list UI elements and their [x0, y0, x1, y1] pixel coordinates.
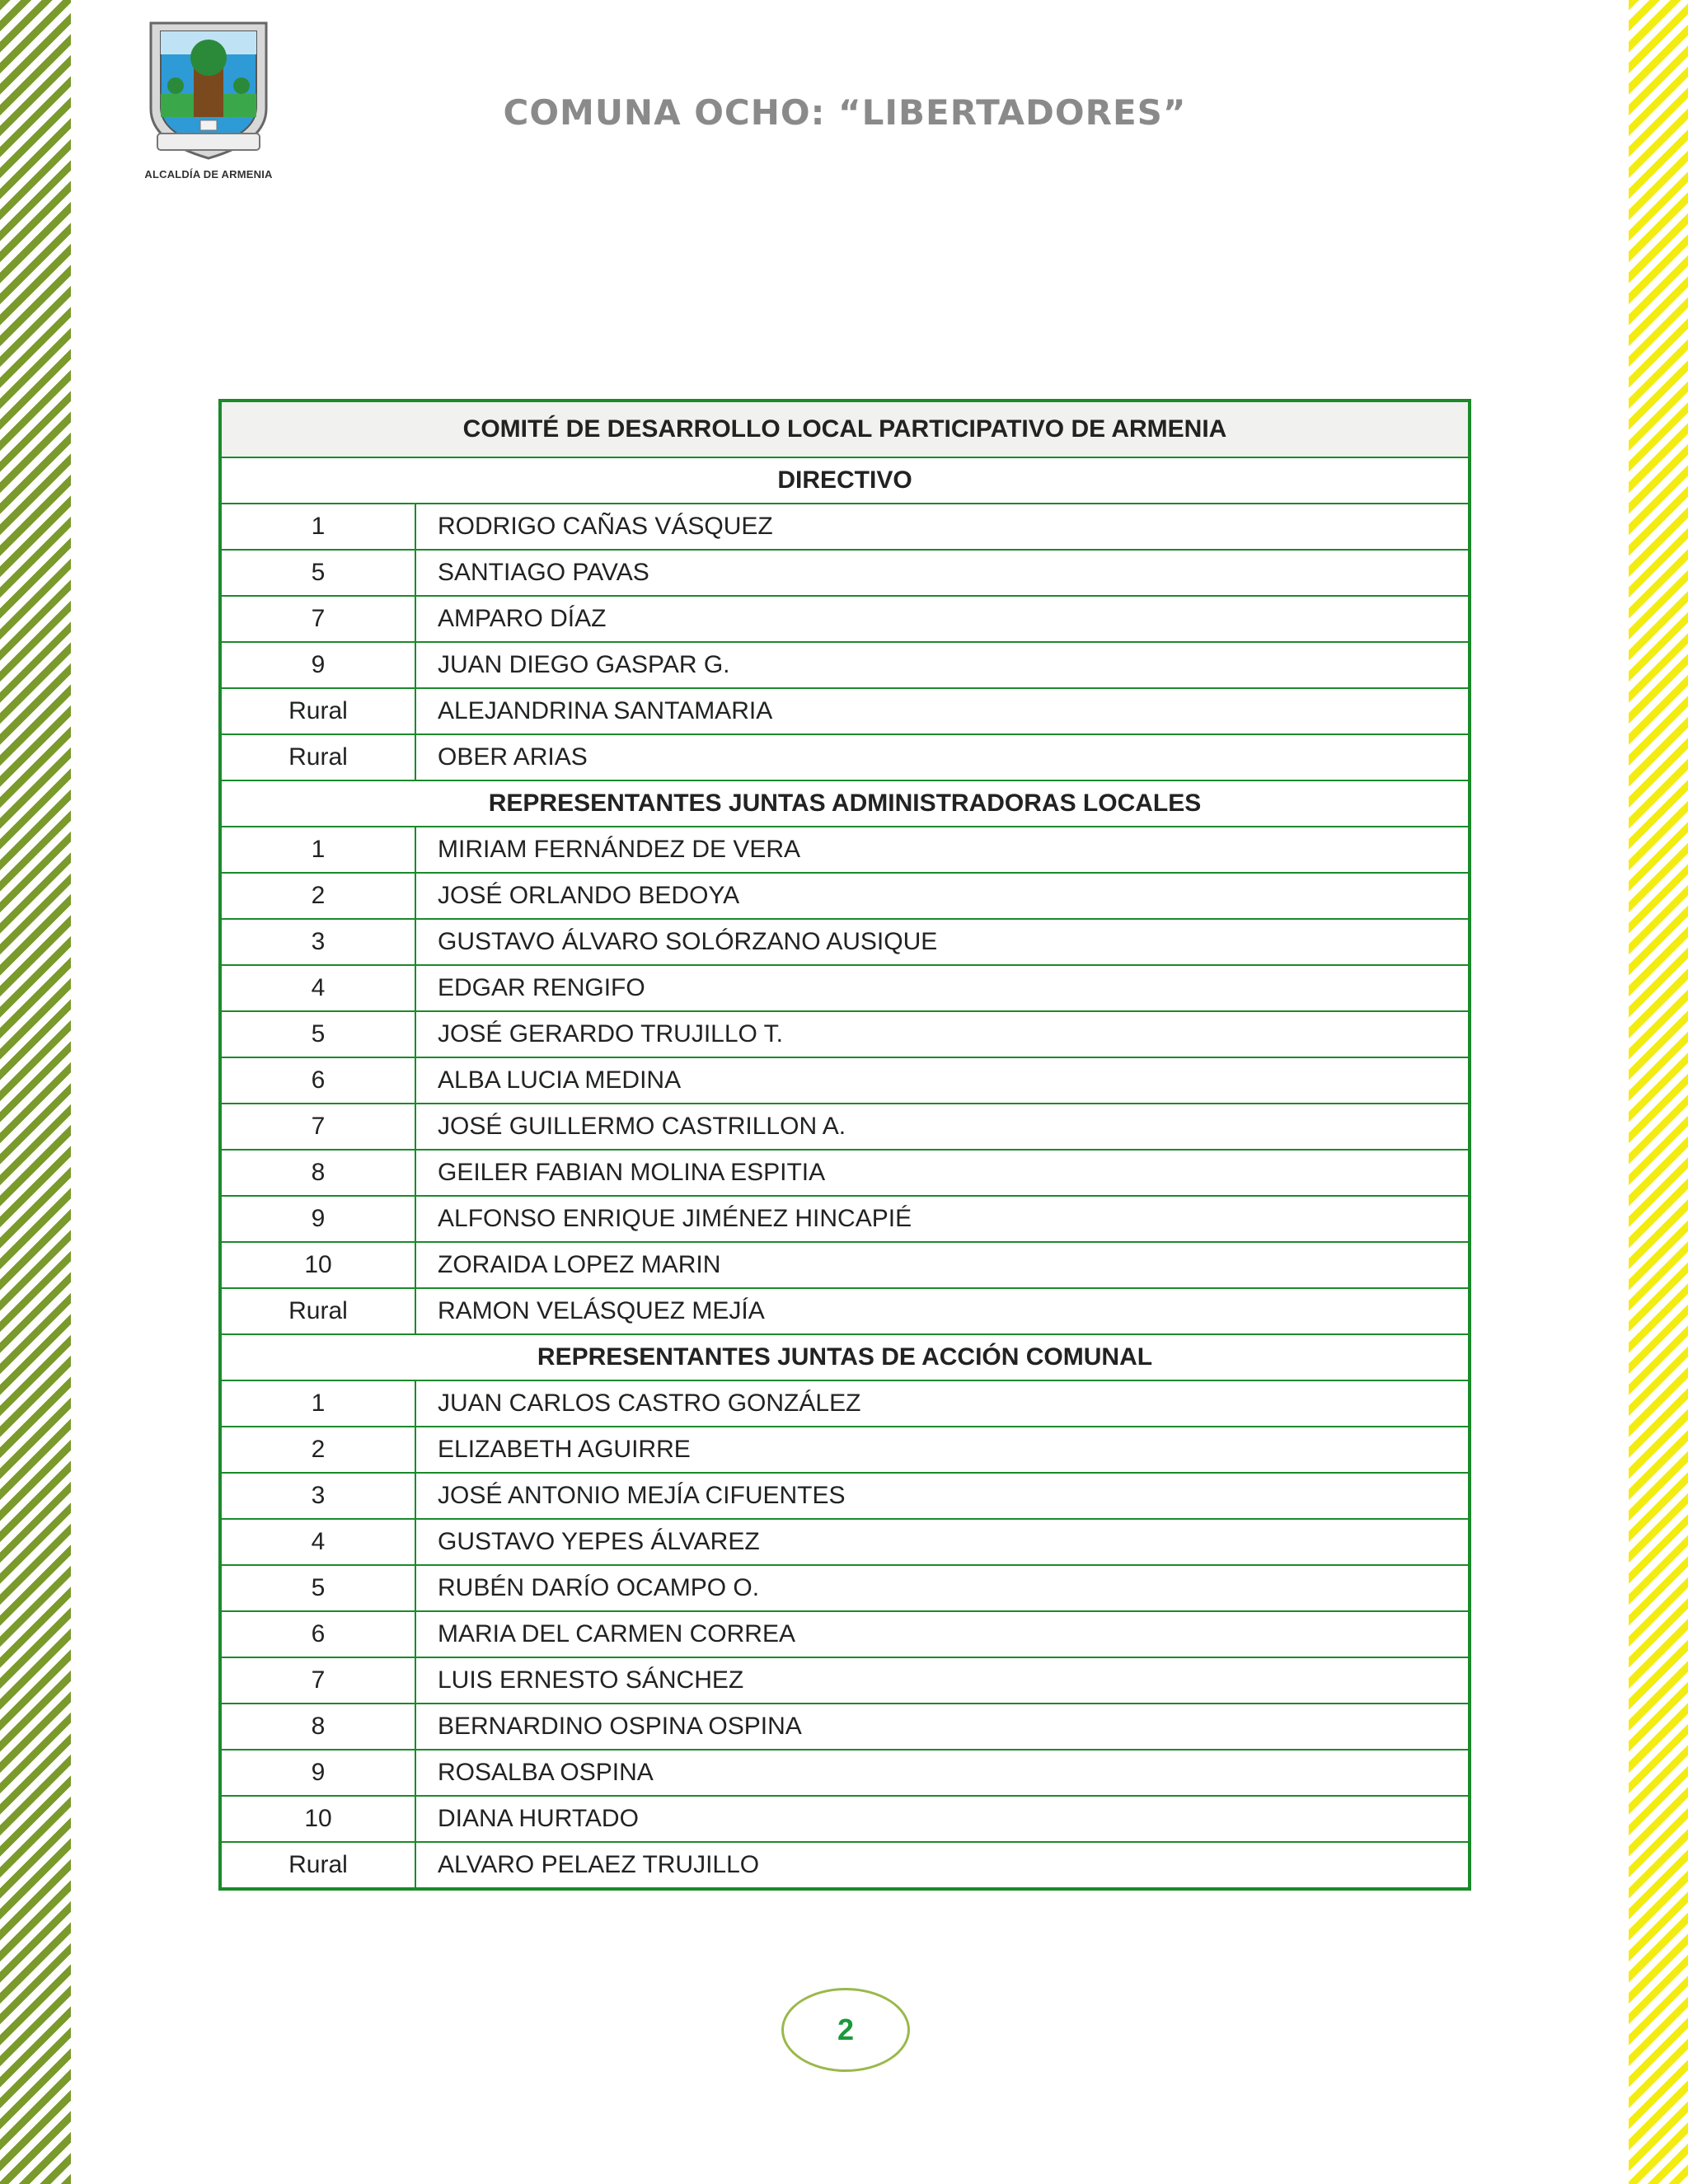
member-number: 3: [220, 919, 415, 965]
member-name: OBER ARIAS: [415, 734, 1470, 780]
table-row: [220, 1288, 1470, 1334]
member-name: RAMON VELÁSQUEZ MEJÍA: [415, 1288, 1470, 1334]
table-row: [220, 1704, 1470, 1750]
table-row: [220, 550, 1470, 596]
member-name: ALEJANDRINA SANTAMARIA: [415, 688, 1470, 734]
committee-table: [218, 399, 1471, 1891]
table-row: [220, 1611, 1470, 1657]
member-name: MIRIAM FERNÁNDEZ DE VERA: [415, 827, 1470, 873]
table-row: [220, 1565, 1470, 1611]
member-name: JUAN CARLOS CASTRO GONZÁLEZ: [415, 1380, 1470, 1427]
member-number: 6: [220, 1611, 415, 1657]
member-name: JOSÉ GUILLERMO CASTRILLON A.: [415, 1104, 1470, 1150]
member-name: JOSÉ GERARDO TRUJILLO T.: [415, 1011, 1470, 1057]
table-title-row: [220, 401, 1470, 457]
member-name: RUBÉN DARÍO OCAMPO O.: [415, 1565, 1470, 1611]
table-row: [220, 1057, 1470, 1104]
table-row: [220, 596, 1470, 642]
left-stripe-border: [0, 0, 71, 2184]
table-row: [220, 1519, 1470, 1565]
table-row: [220, 827, 1470, 873]
table-title: COMITÉ DE DESARROLLO LOCAL PARTICIPATIVO DE ARMENIA: [220, 401, 1470, 457]
section-heading-row: [220, 457, 1470, 504]
table-row: [220, 1427, 1470, 1473]
logo-caption: ALCALDÍA DE ARMENIA: [144, 168, 273, 180]
coat-of-arms-icon: [143, 18, 274, 166]
member-number: 7: [220, 596, 415, 642]
member-number: Rural: [220, 1842, 415, 1889]
table-row: [220, 642, 1470, 688]
member-number: 2: [220, 1427, 415, 1473]
page-number-badge: [781, 1988, 910, 2072]
member-number: 8: [220, 1150, 415, 1196]
member-name: ZORAIDA LOPEZ MARIN: [415, 1242, 1470, 1288]
section-heading: REPRESENTANTES JUNTAS DE ACCIÓN COMUNAL: [220, 1334, 1470, 1380]
member-number: 7: [220, 1657, 415, 1704]
table-row: [220, 1242, 1470, 1288]
section-heading: DIRECTIVO: [220, 457, 1470, 504]
table-row: [220, 1796, 1470, 1842]
member-number: 9: [220, 1196, 415, 1242]
member-number: 7: [220, 1104, 415, 1150]
table-row: [220, 688, 1470, 734]
member-number: Rural: [220, 734, 415, 780]
page-title: COMUNA OCHO: “LIBERTADORES”: [503, 92, 1187, 133]
member-name: JUAN DIEGO GASPAR G.: [415, 642, 1470, 688]
table-row: [220, 965, 1470, 1011]
member-number: 1: [220, 1380, 415, 1427]
table-row: [220, 1011, 1470, 1057]
member-number: 5: [220, 1565, 415, 1611]
member-name: SANTIAGO PAVAS: [415, 550, 1470, 596]
member-name: DIANA HURTADO: [415, 1796, 1470, 1842]
table-row: [220, 919, 1470, 965]
member-number: 1: [220, 827, 415, 873]
member-name: EDGAR RENGIFO: [415, 965, 1470, 1011]
table-row: [220, 1657, 1470, 1704]
member-name: ALBA LUCIA MEDINA: [415, 1057, 1470, 1104]
member-number: 4: [220, 1519, 415, 1565]
table-row: [220, 734, 1470, 780]
member-name: AMPARO DÍAZ: [415, 596, 1470, 642]
member-number: Rural: [220, 688, 415, 734]
member-name: GEILER FABIAN MOLINA ESPITIA: [415, 1150, 1470, 1196]
member-name: GUSTAVO YEPES ÁLVAREZ: [415, 1519, 1470, 1565]
member-number: Rural: [220, 1288, 415, 1334]
member-number: 6: [220, 1057, 415, 1104]
member-number: 1: [220, 504, 415, 550]
table-row: [220, 1380, 1470, 1427]
member-number: 5: [220, 550, 415, 596]
member-name: ELIZABETH AGUIRRE: [415, 1427, 1470, 1473]
section-heading-row: [220, 780, 1470, 827]
page-number: 2: [837, 2013, 855, 2046]
member-name: LUIS ERNESTO SÁNCHEZ: [415, 1657, 1470, 1704]
table-row: [220, 873, 1470, 919]
municipal-logo: [138, 18, 279, 187]
right-stripe-border: [1629, 0, 1688, 2184]
member-number: 9: [220, 1750, 415, 1796]
member-number: 10: [220, 1796, 415, 1842]
member-name: JOSÉ ORLANDO BEDOYA: [415, 873, 1470, 919]
table-row: [220, 1473, 1470, 1519]
table-row: [220, 504, 1470, 550]
member-name: MARIA DEL CARMEN CORREA: [415, 1611, 1470, 1657]
table-row: [220, 1104, 1470, 1150]
member-number: 2: [220, 873, 415, 919]
member-name: JOSÉ ANTONIO MEJÍA CIFUENTES: [415, 1473, 1470, 1519]
member-name: ALVARO PELAEZ TRUJILLO: [415, 1842, 1470, 1889]
member-name: RODRIGO CAÑAS VÁSQUEZ: [415, 504, 1470, 550]
section-heading: REPRESENTANTES JUNTAS ADMINISTRADORAS LOCALES: [220, 780, 1470, 827]
member-number: 5: [220, 1011, 415, 1057]
member-name: BERNARDINO OSPINA OSPINA: [415, 1704, 1470, 1750]
member-number: 9: [220, 642, 415, 688]
member-name: ROSALBA OSPINA: [415, 1750, 1470, 1796]
table-row: [220, 1150, 1470, 1196]
member-number: 4: [220, 965, 415, 1011]
table-row: [220, 1842, 1470, 1889]
section-heading-row: [220, 1334, 1470, 1380]
member-name: ALFONSO ENRIQUE JIMÉNEZ HINCAPIÉ: [415, 1196, 1470, 1242]
table-row: [220, 1750, 1470, 1796]
member-number: 8: [220, 1704, 415, 1750]
member-number: 3: [220, 1473, 415, 1519]
member-name: GUSTAVO ÁLVARO SOLÓRZANO AUSIQUE: [415, 919, 1470, 965]
table-row: [220, 1196, 1470, 1242]
member-number: 10: [220, 1242, 415, 1288]
